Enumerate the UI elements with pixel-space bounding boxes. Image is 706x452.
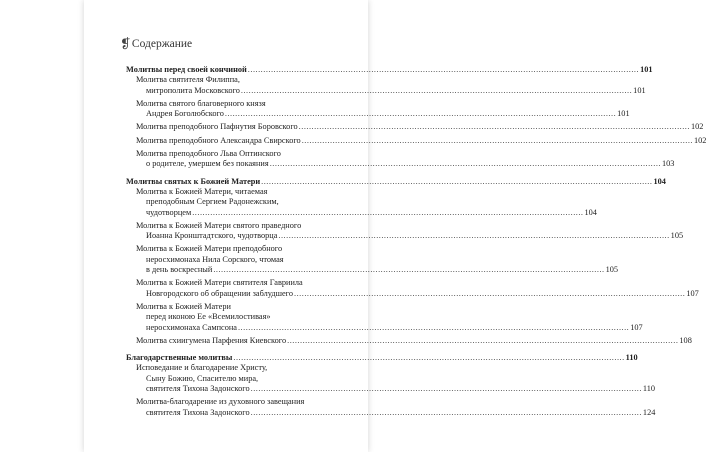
leader-dots (294, 289, 685, 298)
toc-entry[interactable] (126, 122, 704, 132)
toc-entry[interactable] (126, 149, 675, 170)
page-header (120, 36, 192, 52)
page-number: 105 (605, 265, 619, 275)
toc-entry[interactable] (126, 75, 646, 96)
page-number: 104 (584, 207, 597, 217)
entry-spacer (126, 418, 343, 421)
entry-text: преподобным Сергием Радонежским, (146, 197, 279, 207)
leader-dots (241, 86, 632, 95)
entry-text: митрополита Московского (146, 85, 240, 95)
entry-text: чудотворцем (146, 207, 192, 217)
entry-text: Молитва святого благоверного князя (136, 98, 266, 108)
toc-entry[interactable] (126, 301, 643, 333)
entry-text: Молитва святителя Филиппа, (136, 75, 240, 85)
leader-dots (302, 136, 693, 146)
entry-text: Молитва преподобного Льва Оптинского (136, 149, 281, 159)
entry-spacer (126, 346, 343, 349)
entry-text: Молитва преподобного Александра Свирского (136, 135, 301, 145)
leader-dots (225, 109, 616, 118)
leader-dots (251, 384, 642, 393)
leader-dots (192, 208, 583, 217)
entry-text: Молитва к Божией Матери (136, 301, 231, 311)
entry-text: Молитва к Божией Матери святителя Гавриила (136, 278, 303, 288)
toc-entry[interactable] (126, 186, 597, 218)
toc-section[interactable] (126, 353, 638, 363)
entry-text: Молитва схиигумена Парфения Киевского (136, 335, 287, 345)
entry-text: Молитва к Божией Матери, читаемая (136, 186, 268, 196)
page-title: Содержание (131, 38, 193, 50)
toc-section[interactable] (126, 65, 653, 75)
page-number: 101 (633, 85, 646, 95)
leader-dots (213, 265, 604, 274)
toc-entry[interactable] (126, 335, 692, 346)
entry-text: Молитва преподобного Пафнутия Боровского (136, 122, 298, 132)
entry-spacer (126, 170, 343, 173)
page-number: 105 (670, 231, 684, 241)
leader-dots (238, 323, 629, 332)
leader-dots (299, 122, 690, 132)
entry-text: Молитва к Божией Матери преподобного (136, 244, 283, 254)
entry-text: перед иконою Ее «Всемилостивая» (146, 312, 271, 322)
entry-text: святителя Тихона Задонского (146, 407, 250, 417)
section-title: Молитвы перед своей кончиной (126, 65, 247, 74)
entry-text: о родителе, умершем без покаяния (146, 159, 269, 169)
section-title: Молитвы святых к Божией Матери (126, 176, 261, 186)
page-number: 101 (640, 65, 653, 74)
page-number: 108 (679, 335, 692, 345)
entry-text: Сыну Божию, Спасителю мира, (146, 373, 259, 383)
leader-dots (251, 408, 642, 417)
toc-entry[interactable] (126, 220, 684, 242)
toc-section[interactable] (126, 176, 666, 187)
page-number: 110 (642, 384, 656, 394)
entry-text: неросхимонаха Сампсона (146, 322, 237, 332)
page-number: 104 (653, 176, 666, 186)
page-number: 124 (642, 407, 656, 417)
page-number: 101 (617, 109, 630, 119)
toc-entry[interactable] (126, 244, 619, 275)
page-number: 107 (630, 322, 643, 332)
toc-entry[interactable] (126, 98, 630, 120)
toc-entry[interactable] (126, 363, 656, 394)
leader-dots (278, 231, 669, 240)
entry-text: Исповедание и благодарение Христу, (136, 363, 268, 373)
toc-entry[interactable] (126, 397, 656, 418)
page-number: 110 (625, 353, 638, 363)
page-number: 102 (690, 122, 704, 132)
leader-dots (233, 353, 624, 363)
leader-dots (248, 65, 639, 75)
leader-dots (261, 177, 652, 187)
leader-dots (270, 159, 661, 168)
table-of-contents (126, 65, 706, 421)
entry-text: Андрея Боголюбского (146, 109, 224, 119)
entry-text: Иоанна Кронштадтского, чудотворца (146, 231, 278, 241)
entry-text: в день воскресный (146, 265, 213, 275)
section-title: Благодарственные молитвы (126, 353, 233, 363)
page-number: 102 (693, 135, 706, 145)
ornament-icon: ❡ (120, 36, 131, 51)
toc-entry[interactable] (126, 278, 699, 299)
entry-text: Молитва к Божией Матери святого праведного (136, 220, 302, 230)
page-number: 103 (661, 159, 675, 169)
entry-text: Молитва-благодарение из духовного завещания (136, 397, 305, 407)
entry-text: неросхимонаха Нила Сорского, чтомая (146, 254, 284, 264)
toc-entry[interactable] (126, 135, 706, 146)
entry-text: Новгородского об обращении заблудшего (146, 288, 294, 298)
entry-text: святителя Тихона Задонского (146, 384, 250, 394)
page-number: 107 (686, 288, 699, 298)
leader-dots (287, 336, 678, 346)
